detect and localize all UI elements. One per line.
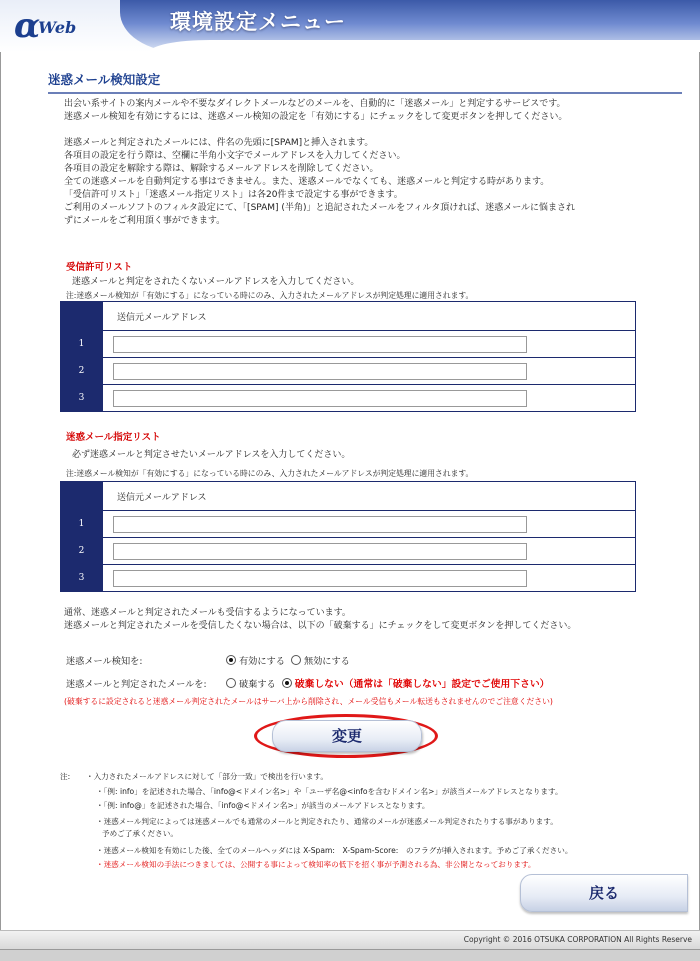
allow-list-desc: 迷惑メールと判定をされたくないメールアドレスを入力してください。 [72, 277, 360, 287]
row-number: 2 [61, 358, 103, 385]
copyright: Copyright © 2016 OTSUKA CORPORATION All Rights Reserve [463, 935, 692, 944]
logo-text: Web [38, 18, 77, 37]
footnote-prefix: 注: [60, 772, 71, 781]
footnote-text: ・迷惑メール判定によっては迷惑メールでも通常のメールと判定されたり、通常のメールが迷惑メール判定されたりする事があります。 [96, 816, 558, 826]
receive-note-line: 迷惑メールと判定されたメールを受信したくない場合は、以下の「破棄する」にチェックをして変更ボタンを押してください。 [64, 621, 577, 631]
receive-note-line: 通常、迷惑メールと判定されたメールも受信するようになっています。 [64, 608, 351, 618]
block-address-input-3[interactable] [113, 570, 527, 587]
detection-enable-option[interactable] [226, 653, 285, 667]
detection-label: 迷惑メール検知を: [66, 656, 143, 667]
detection-disable-option[interactable] [291, 653, 350, 667]
footnote-text: ・迷惑メール検知の手法につきましては、公開する事によって検知率の低下を招く事が予測される為、非公開となっております。 [96, 860, 536, 869]
header-band-accent [150, 40, 700, 52]
intro-line: 「受信許可リスト」「迷惑メール指定リスト」は各20件まで設定する事ができます。 [64, 190, 403, 200]
handling-keep-label: 破棄しない（通常は「破棄しない」設定でご使用下さい） [294, 679, 550, 690]
footnote-item [60, 858, 680, 873]
allow-list-table [60, 301, 636, 412]
submit-area [254, 714, 438, 758]
handling-discard-label: 破棄する [239, 679, 276, 690]
row-number: 1 [61, 331, 103, 358]
receive-note [64, 607, 576, 633]
allow-address-input-3[interactable] [113, 390, 527, 407]
intro-line: 各項目の設定を行う際は、空欄に半角小文字でメールアドレスを入力してください。 [64, 151, 406, 161]
row-number: 2 [61, 538, 103, 565]
block-list-desc: 必ず迷惑メールと判定させたいメールアドレスを入力してください。 [72, 450, 351, 460]
intro-line: 全ての迷惑メールを自動判定する事はできません。また、迷惑メールでなくても、迷惑メールと判定する時があります。 [64, 177, 550, 187]
table-row [61, 331, 636, 358]
handling-discard-option[interactable] [226, 676, 276, 690]
section-title: 迷惑メール検知設定 [48, 70, 682, 94]
row-number: 3 [61, 385, 103, 412]
row-number: 3 [61, 565, 103, 592]
footnote-text: 予めご了承ください。 [102, 828, 178, 838]
change-button[interactable]: 変更 [272, 720, 422, 752]
block-list-note: 注:迷惑メール検知が「有効にする」になっている時にのみ、入力されたメールアドレスが判定処理に適用されます。 [66, 469, 474, 478]
handling-row [66, 676, 555, 690]
detection-disable-label: 無効にする [303, 656, 350, 667]
footnote-text: ・「例: info」を記述された場合、「info@<ドメイン名>」や「ユーザ名@<infoを含むドメイン名>」が該当メールアドレスとなります。 [96, 786, 563, 796]
allow-address-input-1[interactable] [113, 336, 527, 353]
header-title: 環境設定メニュー [170, 10, 346, 34]
detection-enable-label: 有効にする [239, 656, 285, 667]
handling-keep-radio[interactable] [282, 678, 292, 688]
footnote-item [60, 816, 680, 828]
table-row [61, 565, 636, 592]
footnote-text: ・入力されたメールアドレスに対して「部分一致」で検出を行います。 [86, 772, 329, 781]
intro-line: ずにメールをご利用頂く事ができます。 [64, 216, 226, 226]
column-header: 送信元メールアドレス [103, 302, 636, 331]
table-row [61, 358, 636, 385]
handling-label: 迷惑メールと判定されたメールを: [66, 679, 207, 690]
intro-line: 迷惑メールと判定されたメールには、件名の先頭に[SPAM]と挿入されます。 [64, 138, 374, 148]
table-corner [61, 482, 103, 511]
intro-line: 出会い系サイトの案内メールや不要なダイレクトメールなどのメールを、自動的に「迷惑メール」と判定するサービスです。 [64, 99, 566, 109]
footnote-item [60, 799, 680, 814]
detection-enable-radio[interactable] [226, 655, 236, 665]
page-header [0, 0, 700, 52]
table-row [61, 538, 636, 565]
intro-line: 迷惑メール検知を有効にするには、迷惑メール検知の設定を「有効にする」にチェックをして変更ボタンを押してください。 [64, 112, 568, 122]
table-corner [61, 302, 103, 331]
allow-list-note: 注:迷惑メール検知が「有効にする」になっている時にのみ、入力されたメールアドレスが判定処理に適用されます。 [66, 291, 474, 300]
allow-list-title: 受信許可リスト [66, 262, 133, 273]
table-row [61, 385, 636, 412]
block-list-table [60, 481, 636, 592]
footnote-item [60, 785, 680, 800]
logo-alpha: α [14, 6, 41, 46]
block-list-title: 迷惑メール指定リスト [66, 432, 161, 443]
block-address-input-2[interactable] [113, 543, 527, 560]
footnote-item [60, 844, 680, 859]
back-button[interactable]: 戻る [520, 874, 688, 912]
detection-row [66, 653, 356, 667]
alpha-web-logo [14, 6, 78, 46]
column-header: 送信元メールアドレス [103, 482, 636, 511]
handling-discard-radio[interactable] [226, 678, 236, 688]
intro-line: 各項目の設定を解除する際は、解除するメールアドレスを削除してください。 [64, 164, 379, 174]
intro-line: ご利用のメールソフトのフィルタ設定にて、「[SPAM] (半角)」と追記されたメールをフィルタ頂ければ、迷惑メールに悩まされ [64, 203, 576, 213]
detection-disable-radio[interactable] [291, 655, 301, 665]
footnote-item [60, 770, 680, 785]
intro-text [64, 98, 664, 228]
row-number: 1 [61, 511, 103, 538]
footnote-item [60, 828, 680, 840]
footnote-text: ・迷惑メール検知を有効にした後、全てのメールヘッダには X-Spam: X-Spam-Score: のフラグが挿入されます。予めご了承ください。 [96, 845, 573, 855]
footnotes [60, 770, 680, 873]
bottom-band [0, 950, 700, 961]
block-address-input-1[interactable] [113, 516, 527, 533]
footnote-text: ・「例: info@」を記述された場合、「info@<ドメイン名>」が該当のメールアドレスとなります。 [96, 801, 430, 810]
table-row [61, 511, 636, 538]
discard-warning: (破棄するに設定されると迷惑メール判定されたメールはサーバ上から削除され、メール受信もメール転送もされませんのでご注意ください) [64, 697, 553, 706]
allow-address-input-2[interactable] [113, 363, 527, 380]
handling-keep-option[interactable] [282, 676, 550, 690]
